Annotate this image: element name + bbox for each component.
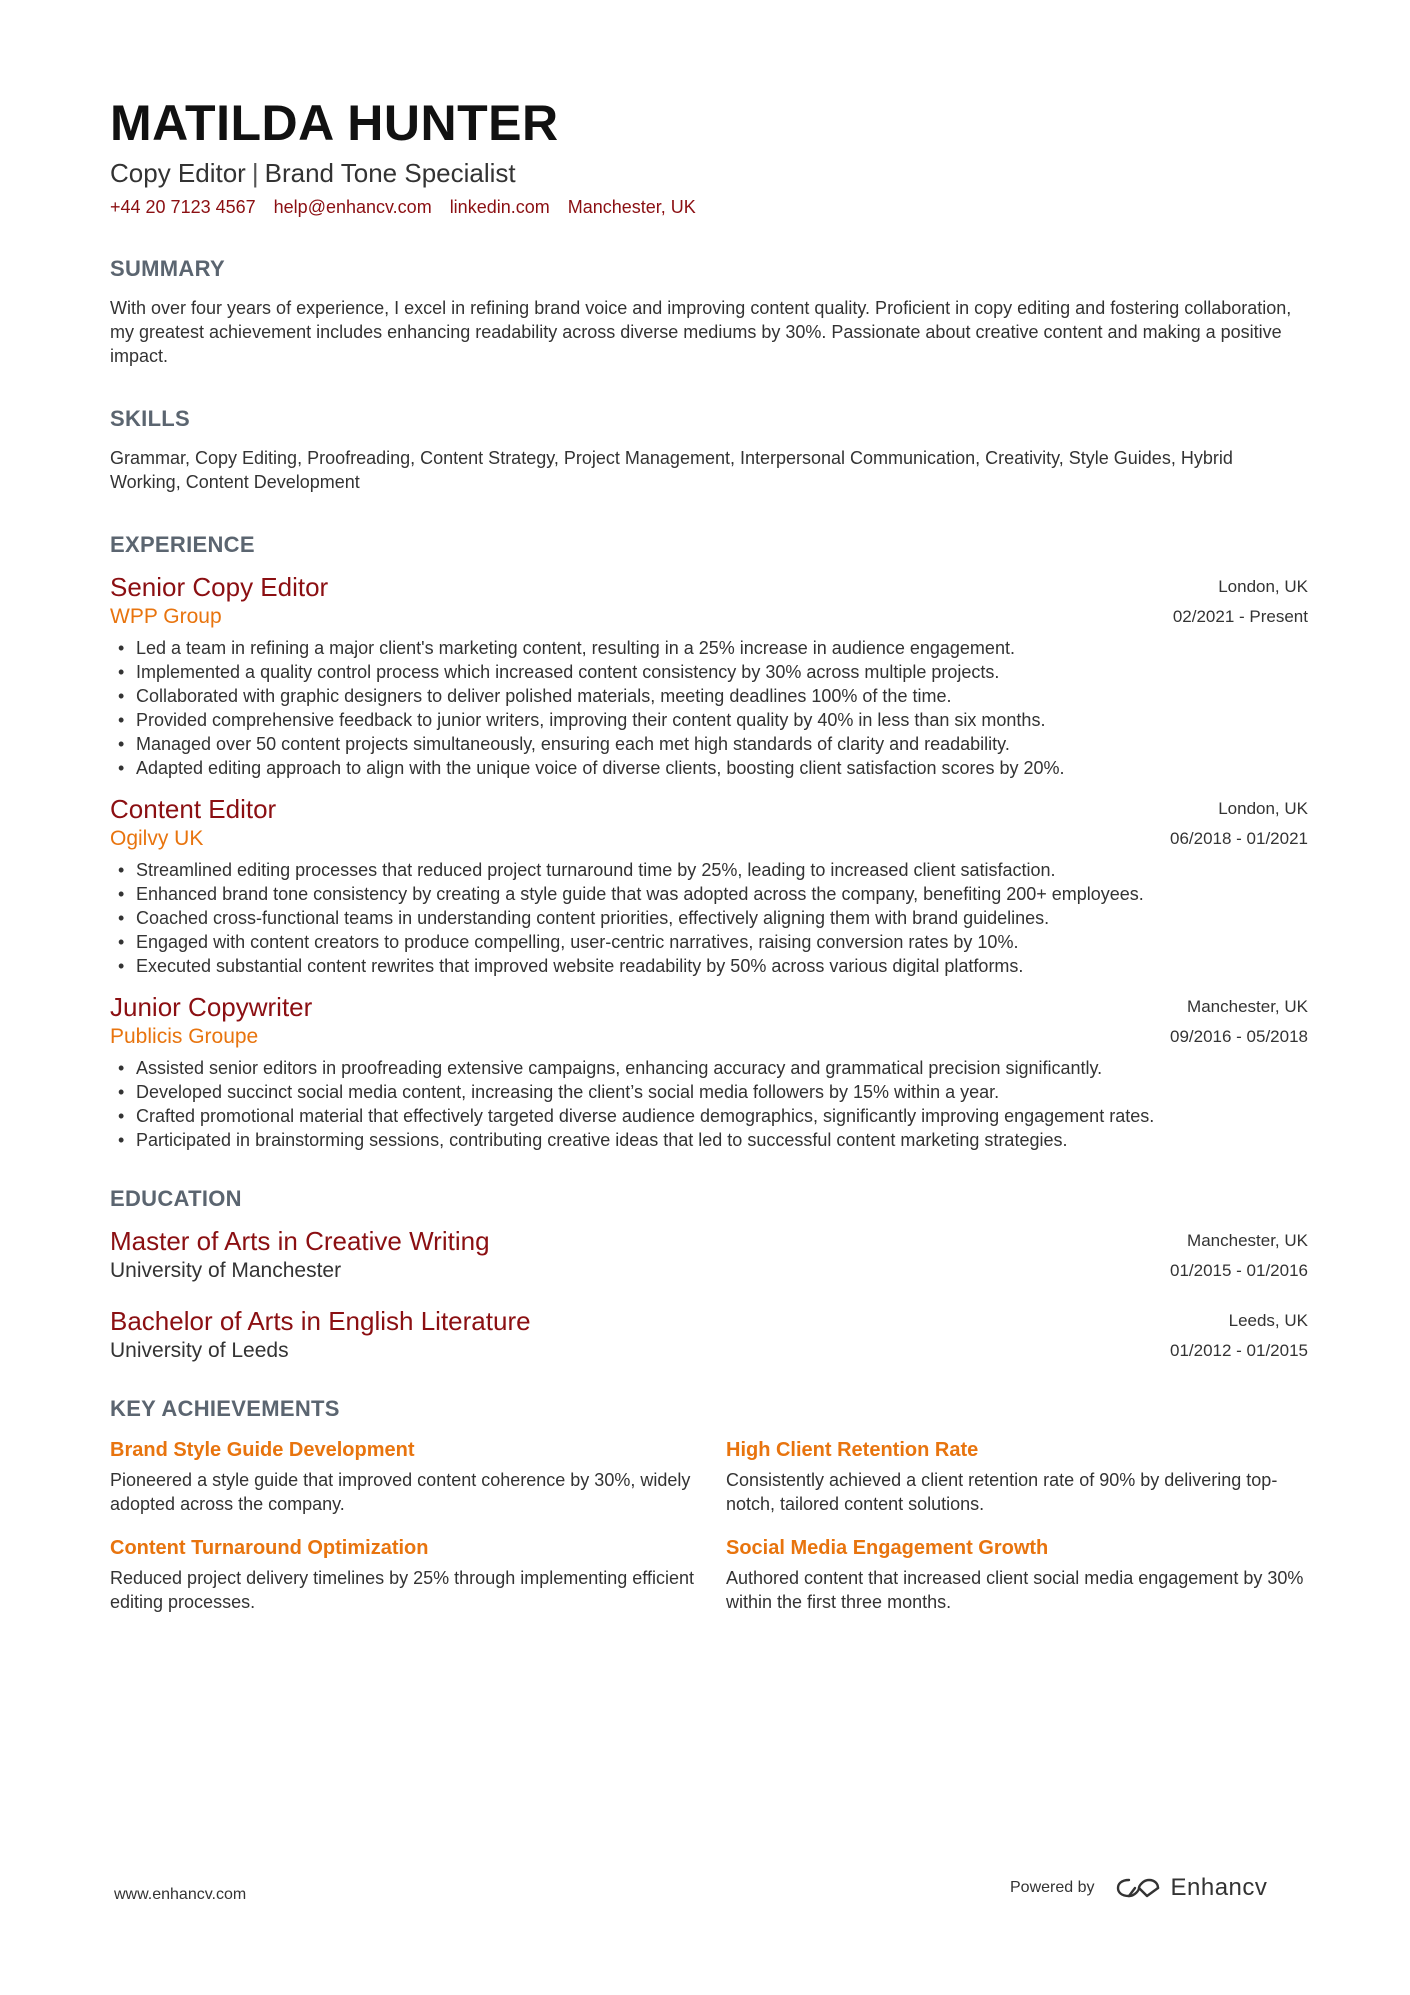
job-company: Publicis Groupe (110, 1024, 259, 1048)
job-role: Content Editor (110, 793, 277, 824)
summary-text: With over four years of experience, I excel in refining brand voice and improving content quality. Proficient in copy editing and fostering collaboration, my greatest achievement includes enhancing readability across diverse mediums by 30%. Passionate about creative content and making a positive impact. (110, 297, 1292, 366)
education-section (110, 1186, 1308, 1366)
job-company: WPP Group (110, 604, 222, 628)
summary-section (110, 256, 1308, 368)
job-bullets (110, 1056, 1308, 1152)
bullet-item: • Developed succinct social media content, increasing the client’s social media followers by 15% within a year. (136, 1080, 1308, 1104)
achievement-description: Reduced project delivery timelines by 25% through implementing efficient editing processes. (110, 1567, 694, 1612)
summary-heading: SUMMARY (110, 255, 225, 281)
job-bullets (110, 858, 1308, 978)
powered-by-label: Powered by (1010, 1879, 1095, 1896)
bullet-item: • Implemented a quality control process which increased content consistency by 30% across multiple projects. (136, 660, 1308, 684)
bullet-item: • Enhanced brand tone consistency by creating a style guide that was adopted across the company, benefiting 200+ employees. (136, 882, 1308, 906)
title-secondary: Brand Tone Specialist (264, 158, 516, 188)
candidate-title (110, 159, 1308, 189)
footer-website[interactable]: www.enhancv.com (114, 1886, 247, 1903)
bullet-item: • Coached cross-functional teams in understanding content priorities, effectively aligning them with brand guidelines. (136, 906, 1308, 930)
enhancv-logo-icon (1115, 1876, 1161, 1900)
title-separator: | (251, 158, 259, 188)
achievement-title: Social Media Engagement Growth (726, 1536, 1049, 1559)
bullet-item: • Assisted senior editors in proofreading extensive campaigns, enhancing accuracy and grammatical precision significantly. (136, 1056, 1308, 1080)
job-bullets (110, 636, 1308, 780)
job-location: London, UK (1218, 798, 1308, 818)
job-role: Junior Copywriter (110, 991, 313, 1022)
candidate-name: MATILDA HUNTER (110, 95, 559, 151)
bullet-item: • Provided comprehensive feedback to junior writers, improving their content quality by 40% in less than six months. (136, 708, 1308, 732)
job-company: Ogilvy UK (110, 826, 204, 850)
degree-title: Master of Arts in Creative Writing (110, 1225, 490, 1256)
enhancv-logo-text: Enhancv (1170, 1874, 1268, 1901)
achievement-title: Content Turnaround Optimization (110, 1536, 429, 1559)
achievement-title: High Client Retention Rate (726, 1438, 979, 1461)
achievement-item (726, 1534, 1306, 1614)
achievements-heading: KEY ACHIEVEMENTS (110, 1395, 340, 1421)
experience-entry (110, 572, 1308, 780)
bullet-item: • Executed substantial content rewrites that improved website readability by 50% across various digital platforms. (136, 954, 1308, 978)
bullet-item: • Streamlined editing processes that reduced project turnaround time by 25%, leading to increased client satisfaction. (136, 858, 1308, 882)
bullet-item: • Adapted editing approach to align with the unique voice of diverse clients, boosting client satisfaction scores by 20%. (136, 756, 1308, 780)
enhancv-logo[interactable] (1115, 1874, 1268, 1902)
contact-location: Manchester, UK (567, 196, 696, 217)
achievement-item (726, 1436, 1306, 1516)
education-entry (110, 1226, 1308, 1286)
title-primary: Copy Editor (110, 158, 246, 188)
resume-page (110, 96, 1308, 1614)
education-entry (110, 1306, 1308, 1366)
achievement-description: Consistently achieved a client retention rate of 90% by delivering top-notch, tailored content solutions. (726, 1469, 1278, 1514)
bullet-item: • Crafted promotional material that effectively targeted diverse audience demographics, significantly improving engagement rates. (136, 1104, 1308, 1128)
job-location: London, UK (1218, 576, 1308, 596)
experience-entry (110, 794, 1308, 978)
job-dates: 09/2016 - 05/2018 (1169, 1026, 1308, 1046)
achievements-section (110, 1396, 1308, 1614)
education-dates: 01/2015 - 01/2016 (1169, 1260, 1308, 1280)
skills-list: Grammar, Copy Editing, Proofreading, Content Strategy, Project Management, Interpersonal Communication, Creativity, Style Guides, Hybrid Working, Content Development (110, 447, 1233, 492)
school-location: Leeds, UK (1228, 1310, 1308, 1330)
school-location: Manchester, UK (1187, 1230, 1308, 1250)
skills-section (110, 406, 1308, 494)
job-dates: 06/2018 - 01/2021 (1169, 828, 1308, 848)
achievements-grid (110, 1436, 1308, 1614)
achievement-title: Brand Style Guide Development (110, 1438, 415, 1461)
bullet-item: • Engaged with content creators to produce compelling, user-centric narratives, raising conversion rates by 10%. (136, 930, 1308, 954)
achievement-description: Authored content that increased client social media engagement by 30% within the first three months. (726, 1567, 1304, 1612)
bullet-item: • Participated in brainstorming sessions, contributing creative ideas that led to successful content marketing strategies. (136, 1128, 1308, 1152)
contact-email[interactable]: help@enhancv.com (273, 196, 432, 217)
achievement-item (110, 1534, 726, 1614)
education-heading: EDUCATION (110, 1185, 242, 1211)
achievement-description: Pioneered a style guide that improved content coherence by 30%, widely adopted across the company. (110, 1469, 691, 1514)
contact-linkedin[interactable]: linkedin.com (449, 196, 550, 217)
school-name: University of Manchester (110, 1258, 342, 1282)
footer-branding (1010, 1874, 1267, 1902)
job-dates: 02/2021 - Present (1172, 606, 1308, 626)
job-role: Senior Copy Editor (110, 571, 329, 602)
bullet-item: • Managed over 50 content projects simultaneously, ensuring each met high standards of clarity and readability. (136, 732, 1308, 756)
education-dates: 01/2012 - 01/2015 (1169, 1340, 1308, 1360)
bullet-item: • Led a team in refining a major client's marketing content, resulting in a 25% increase in audience engagement. (136, 636, 1308, 660)
job-location: Manchester, UK (1187, 996, 1308, 1016)
achievement-item (110, 1436, 726, 1516)
contact-phone[interactable]: +44 20 7123 4567 (110, 196, 256, 217)
skills-heading: SKILLS (110, 405, 191, 431)
degree-title: Bachelor of Arts in English Literature (110, 1305, 531, 1336)
experience-entry (110, 992, 1308, 1152)
bullet-item: • Collaborated with graphic designers to deliver polished materials, meeting deadlines 100% of the time. (136, 684, 1308, 708)
school-name: University of Leeds (110, 1338, 289, 1362)
contact-line (110, 197, 1308, 218)
experience-section (110, 532, 1308, 1152)
resume-header (110, 96, 1308, 218)
experience-heading: EXPERIENCE (110, 531, 255, 557)
